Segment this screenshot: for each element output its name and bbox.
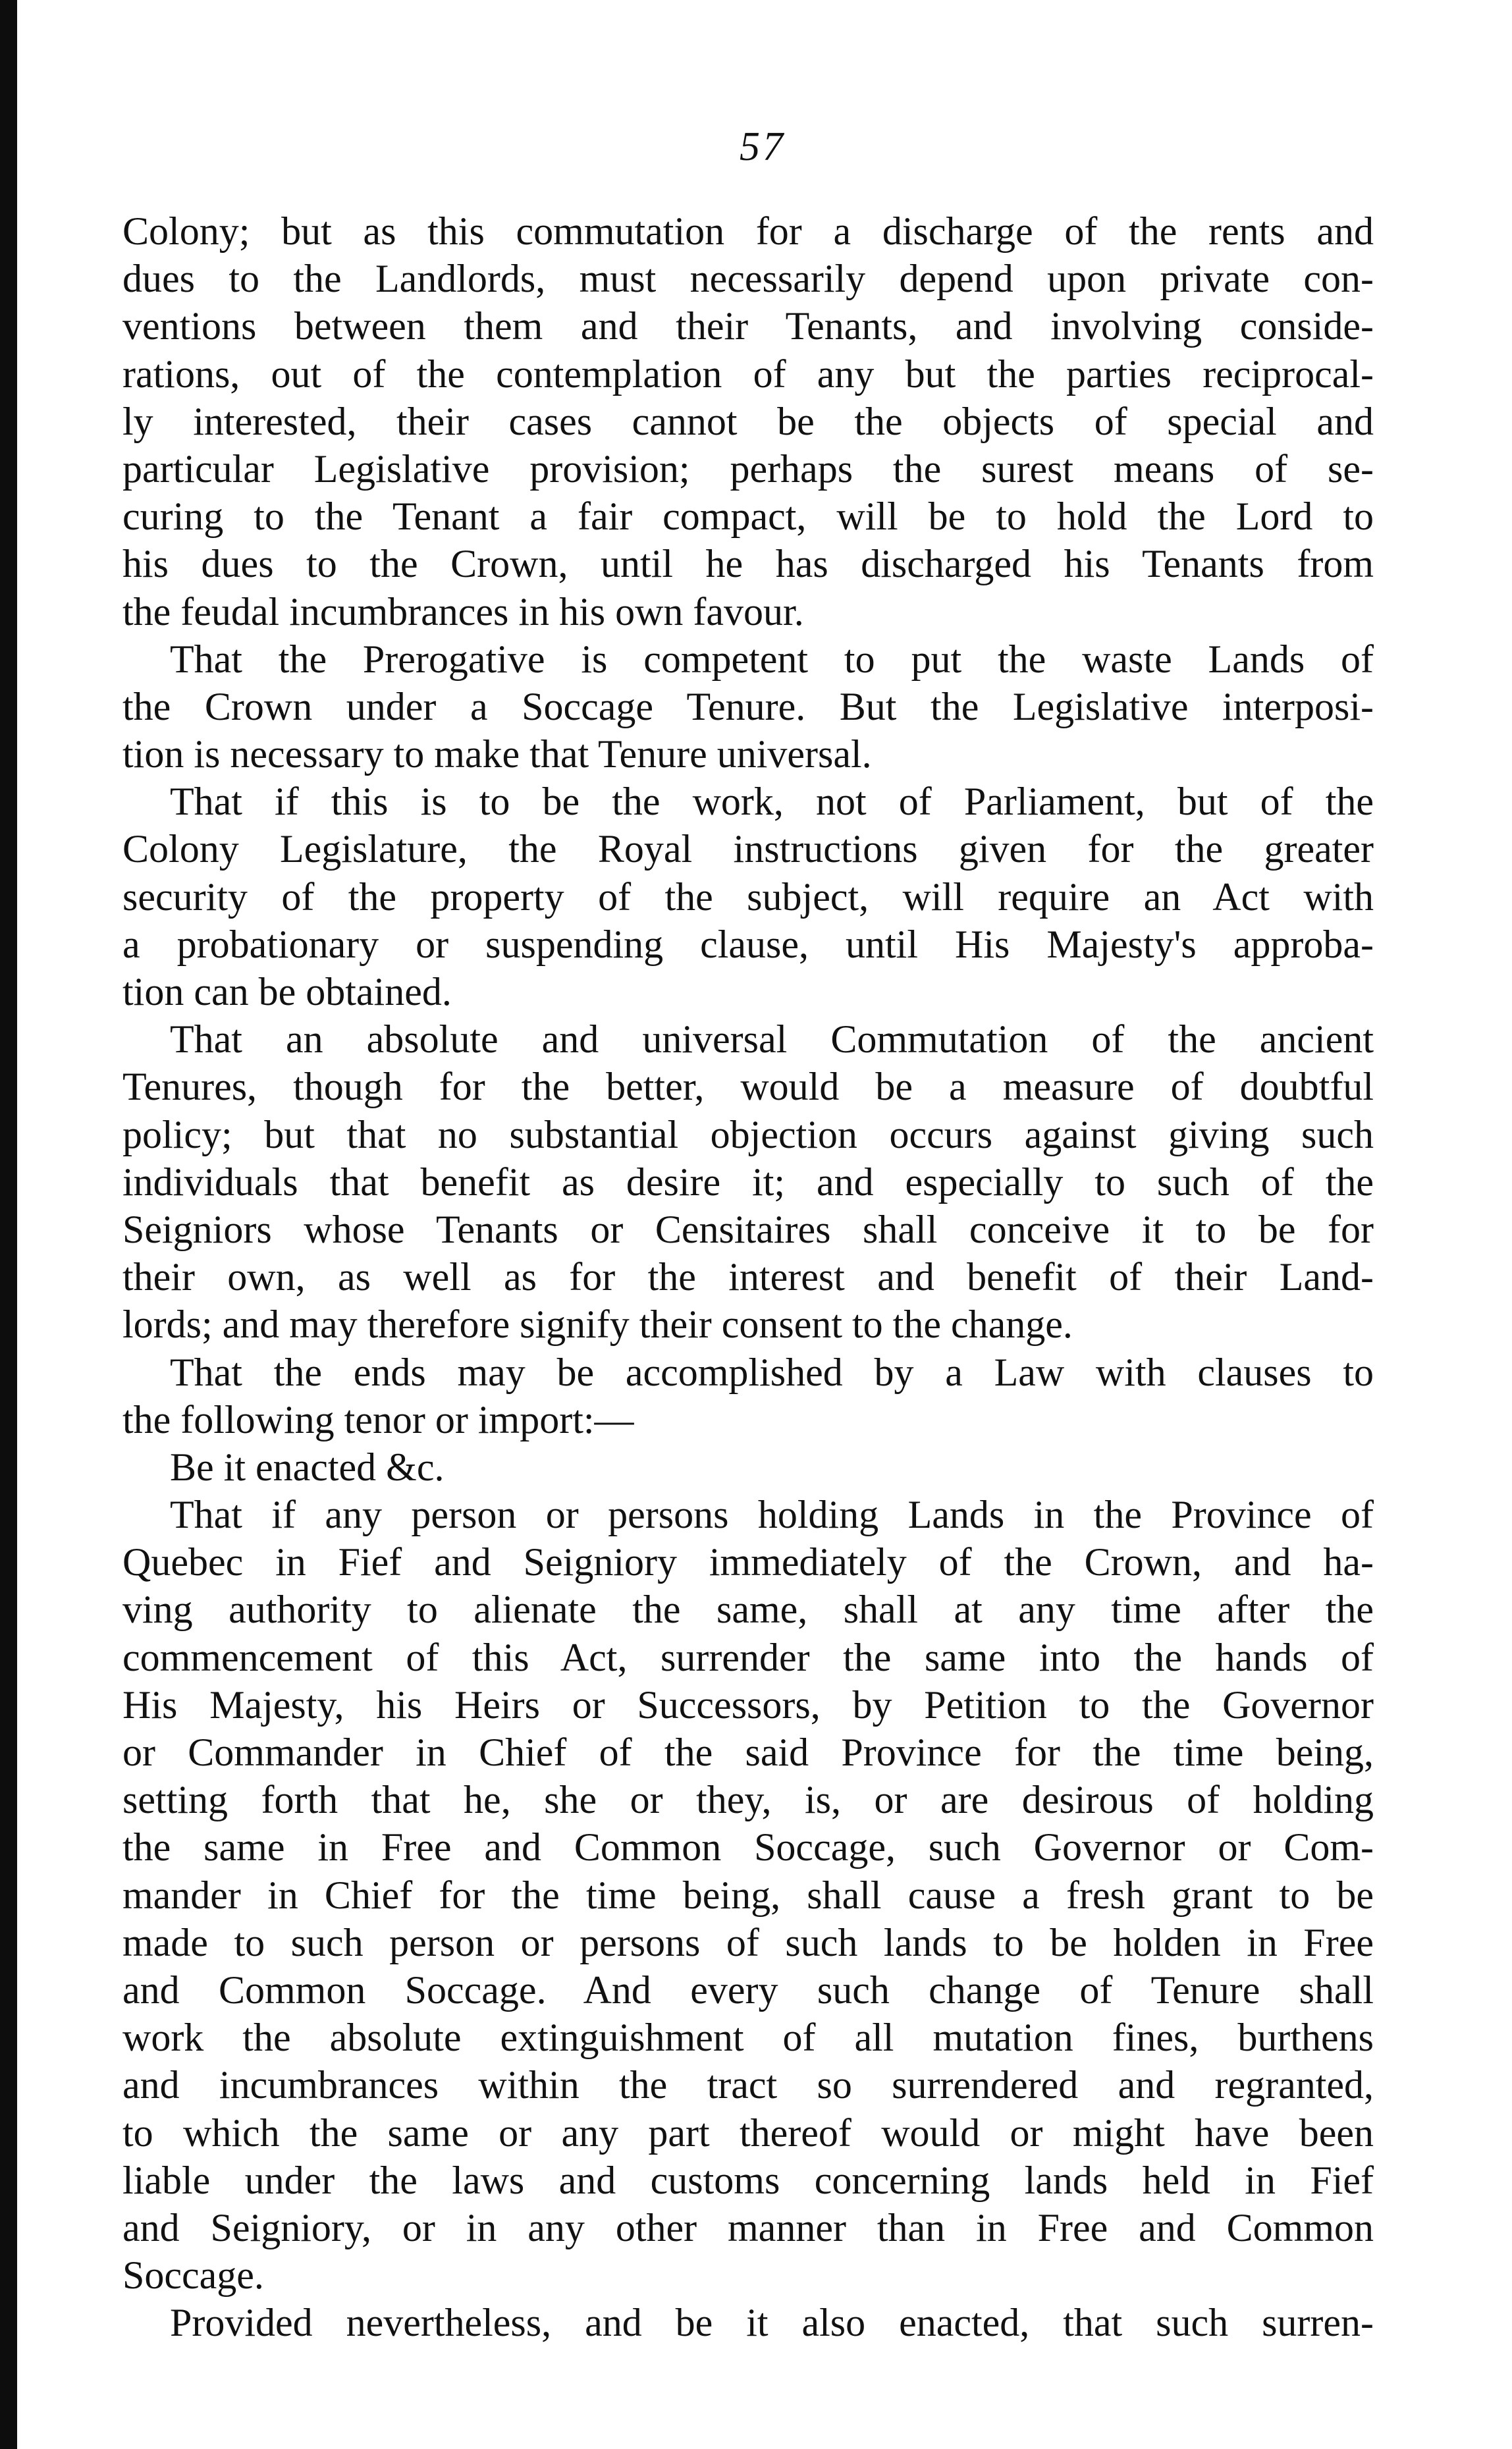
text-line: policy; but that no substantial objection occurs against giving such [122, 1112, 1374, 1156]
text-line: Seigniors whose Tenants or Censitaires shall conceive it to be for [122, 1207, 1374, 1251]
text-line: lords; and may therefore signify their consent to the change. [122, 1303, 1073, 1347]
text-line: and incumbrances within the tract so surrendered and regranted, [122, 2063, 1374, 2107]
text-line: or Commander in Chief of the said Province for the time being, [122, 1731, 1374, 1774]
text-line: work the absolute extinguishment of all mutation fines, burthens [122, 2016, 1374, 2060]
page-body-text [122, 207, 1374, 2346]
text-line: Be it enacted &c. [170, 1445, 445, 1489]
text-line: Soccage. [122, 2253, 264, 2298]
text-line: That the ends may be accomplished by a Law with clauses to [170, 1350, 1374, 1394]
text-line: dues to the Landlords, must necessarily depend upon private con- [122, 257, 1374, 301]
text-line: curing to the Tenant a fair compact, will be to hold the Lord to [122, 495, 1374, 539]
text-line: Tenures, though for the better, would be a measure of doubtful [122, 1065, 1374, 1109]
text-line: and Seigniory, or in any other manner than in Free and Common [122, 2205, 1374, 2249]
text-line: to which the same or any part thereof would or might have been [122, 2111, 1374, 2155]
text-line: his dues to the Crown, until he has discharged his Tenants from [122, 542, 1374, 586]
text-line: particular Legislative provision; perhaps the surest means of se- [122, 446, 1374, 491]
text-line: their own, as well as for the interest and benefit of their Land- [122, 1255, 1374, 1299]
text-line: liable under the laws and customs concerning lands held in Fief [122, 2158, 1374, 2202]
text-line: individuals that benefit as desire it; and especially to such of the [122, 1160, 1374, 1204]
text-line: a probationary or suspending clause, until His Majesty's approba- [122, 922, 1374, 966]
text-line: the feudal incumbrances in his own favour. [122, 589, 804, 633]
text-line: That an absolute and universal Commutation of the ancient [170, 1017, 1374, 1062]
text-line: That if this is to be the work, not of Parliament, but of the [170, 780, 1374, 824]
text-line: mander in Chief for the time being, shall cause a fresh grant to be [122, 1873, 1374, 1917]
text-line: His Majesty, his Heirs or Successors, by Petition to the Governor [122, 1682, 1374, 1727]
text-line: the Crown under a Soccage Tenure. But the Legislative interposi- [122, 684, 1374, 728]
text-line: Provided nevertheless, and be it also enacted, that such surren- [170, 2301, 1374, 2345]
text-line: setting forth that he, she or they, is, or are desirous of holding [122, 1778, 1374, 1822]
text-line: Colony; but as this commutation for a discharge of the rents and [122, 209, 1374, 253]
text-line: Quebec in Fief and Seigniory immediately of the Crown, and ha- [122, 1540, 1374, 1584]
text-line: That if any person or persons holding Lands in the Province of [170, 1493, 1374, 1537]
page-number: 57 [740, 124, 786, 169]
text-line: tion can be obtained. [122, 970, 452, 1013]
text-line: and Common Soccage. And every such change of Tenure shall [122, 1968, 1374, 2012]
text-line: That the Prerogative is competent to put the waste Lands of [170, 637, 1374, 681]
text-line: ving authority to alienate the same, shall at any time after the [122, 1588, 1374, 1632]
text-line: the following tenor or import:— [122, 1397, 634, 1441]
text-line: ventions between them and their Tenants, and involving conside- [122, 304, 1374, 348]
page-binding-edge [0, 0, 17, 2449]
text-line: tion is necessary to make that Tenure universal. [122, 732, 872, 776]
text-line: commencement of this Act, surrender the same into the hands of [122, 1635, 1374, 1679]
text-line: ly interested, their cases cannot be the objects of special and [122, 399, 1374, 443]
text-line: Colony Legislature, the Royal instructions given for the greater [122, 827, 1374, 871]
text-line: the same in Free and Common Soccage, such Governor or Com- [122, 1825, 1374, 1870]
text-line: security of the property of the subject, will require an Act with [122, 875, 1374, 919]
text-line: made to such person or persons of such lands to be holden in Free [122, 1920, 1374, 1964]
text-line: rations, out of the contemplation of any but the parties reciprocal- [122, 352, 1374, 396]
